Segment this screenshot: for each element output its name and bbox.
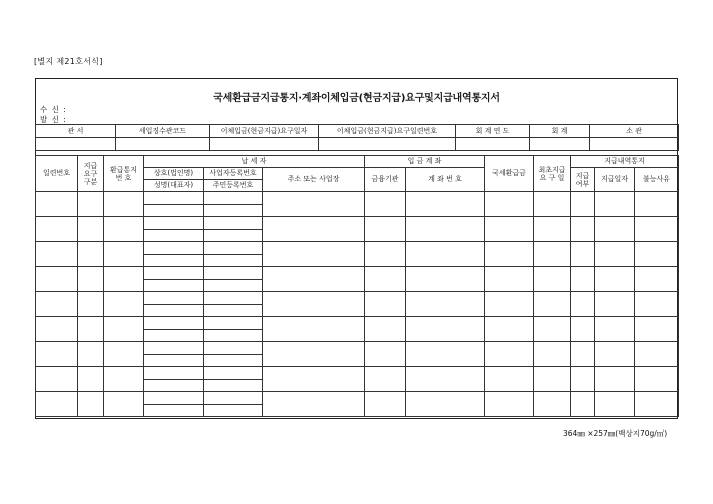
account-header: 회 계 [530, 125, 590, 138]
serial-cell[interactable] [36, 317, 78, 342]
payment-details-header: 지급내역통지 [571, 156, 679, 168]
pay-request-type-cell[interactable] [78, 367, 104, 392]
trade-name-cell[interactable] [144, 392, 204, 405]
account-cell[interactable] [530, 138, 590, 151]
name-rep-cell[interactable] [144, 255, 204, 267]
jurisdiction-header: 소 관 [590, 125, 679, 138]
bank-cell[interactable] [365, 342, 406, 367]
name-rep-cell[interactable] [144, 230, 204, 242]
business-reg-no-cell[interactable] [204, 367, 263, 380]
bank-cell[interactable] [365, 242, 406, 267]
address-cell[interactable] [263, 392, 365, 417]
pay-date-cell[interactable] [595, 242, 635, 267]
resident-reg-no-cell[interactable] [204, 230, 263, 242]
paid-yn-cell[interactable] [571, 367, 595, 392]
table-row [36, 242, 679, 255]
header-labels-row [36, 125, 679, 138]
business-reg-no-cell[interactable] [204, 242, 263, 255]
table-row [36, 342, 679, 355]
refund-amount-cell[interactable] [485, 392, 534, 417]
collector-code-header: 세입징수관코드 [116, 125, 210, 138]
refund-amount-cell[interactable] [485, 267, 534, 292]
pay-date-cell[interactable] [595, 192, 635, 217]
account-no-cell[interactable] [406, 317, 485, 342]
taxpayer-header: 납 세 자 [144, 156, 365, 168]
resident-reg-no-cell[interactable] [204, 255, 263, 267]
pay-request-type-cell[interactable] [78, 392, 104, 417]
paid-yn-header: 지급 여부 [571, 168, 595, 192]
refund-amount-cell[interactable] [485, 242, 534, 267]
paid-yn-cell[interactable] [571, 317, 595, 342]
bank-cell[interactable] [365, 192, 406, 217]
paid-yn-cell[interactable] [571, 192, 595, 217]
first-pay-request-date-cell[interactable] [534, 217, 571, 242]
pay-date-header: 지급일자 [595, 168, 635, 192]
resident-reg-no-cell[interactable] [204, 355, 263, 367]
pay-request-type-cell[interactable] [78, 292, 104, 317]
pay-request-type-cell[interactable] [78, 342, 104, 367]
refund-notice-no-cell[interactable] [104, 292, 144, 317]
refund-notice-no-cell[interactable] [104, 317, 144, 342]
trade-name-cell[interactable] [144, 317, 204, 330]
account-no-cell[interactable] [406, 217, 485, 242]
pay-request-type-header: 지급 요구 구분 [78, 156, 104, 192]
trade-name-header: 상호(법인명) [144, 168, 204, 180]
first-pay-request-date-cell[interactable] [534, 367, 571, 392]
nonpay-reason-cell[interactable] [635, 342, 679, 367]
refund-notice-no-cell[interactable] [104, 367, 144, 392]
refund-notice-no-cell[interactable] [104, 342, 144, 367]
first-pay-request-date-cell[interactable] [534, 342, 571, 367]
serial-cell[interactable] [36, 367, 78, 392]
resident-reg-no-cell[interactable] [204, 280, 263, 292]
trade-name-cell[interactable] [144, 342, 204, 355]
detail-header-row-1 [36, 156, 679, 168]
business-reg-no-cell[interactable] [204, 342, 263, 355]
serial-cell[interactable] [36, 267, 78, 292]
paid-yn-cell[interactable] [571, 342, 595, 367]
jurisdiction-cell[interactable] [590, 138, 679, 151]
business-reg-no-cell[interactable] [204, 267, 263, 280]
fiscal-year-header: 회 계 연 도 [456, 125, 530, 138]
bank-cell[interactable] [365, 217, 406, 242]
office-cell[interactable] [36, 138, 116, 151]
nonpay-reason-cell[interactable] [635, 242, 679, 267]
account-no-cell[interactable] [406, 367, 485, 392]
deposit-account-header: 입 금 계 좌 [365, 156, 485, 168]
nonpay-reason-header: 불능사유 [635, 168, 679, 192]
bank-cell[interactable] [365, 317, 406, 342]
table-row [36, 217, 679, 230]
first-pay-request-date-cell[interactable] [534, 192, 571, 217]
office-header: 관 서 [36, 125, 116, 138]
trade-name-cell[interactable] [144, 242, 204, 255]
table-row [36, 292, 679, 305]
refund-notice-no-cell[interactable] [104, 242, 144, 267]
pay-date-cell[interactable] [595, 217, 635, 242]
table-row [36, 267, 679, 280]
address-cell[interactable] [263, 317, 365, 342]
address-cell[interactable] [263, 342, 365, 367]
table-row [36, 317, 679, 330]
nonpay-reason-cell[interactable] [635, 192, 679, 217]
trade-name-cell[interactable] [144, 367, 204, 380]
address-cell[interactable] [263, 242, 365, 267]
form-title: 국세환급금지급통지·계좌이체입금(현금지급)요구및지급내역통지서 [213, 93, 500, 104]
first-pay-request-date-cell[interactable] [534, 392, 571, 417]
refund-notice-no-cell[interactable] [104, 217, 144, 242]
resident-reg-no-cell[interactable] [204, 205, 263, 217]
business-reg-no-header: 사업자등록번호 [204, 168, 263, 180]
first-pay-request-date-cell[interactable] [534, 267, 571, 292]
account-no-cell[interactable] [406, 267, 485, 292]
resident-reg-no-cell[interactable] [204, 405, 263, 417]
pay-request-type-cell[interactable] [78, 217, 104, 242]
sender-label: 발 신 : [40, 115, 67, 124]
refund-notice-no-cell[interactable] [104, 267, 144, 292]
address-cell[interactable] [263, 292, 365, 317]
serial-cell[interactable] [36, 242, 78, 267]
resident-reg-no-cell[interactable] [204, 330, 263, 342]
account-no-cell[interactable] [406, 192, 485, 217]
refund-amount-cell[interactable] [485, 342, 534, 367]
trade-name-cell[interactable] [144, 217, 204, 230]
paid-yn-cell[interactable] [571, 392, 595, 417]
pay-date-cell[interactable] [595, 367, 635, 392]
resident-reg-no-cell[interactable] [204, 305, 263, 317]
nonpay-reason-cell[interactable] [635, 217, 679, 242]
paid-yn-cell[interactable] [571, 292, 595, 317]
pay-date-cell[interactable] [595, 292, 635, 317]
nonpay-reason-cell[interactable] [635, 367, 679, 392]
nonpay-reason-cell[interactable] [635, 317, 679, 342]
pay-request-type-cell[interactable] [78, 192, 104, 217]
account-no-header: 계 좌 번 호 [406, 168, 485, 192]
refund-amount-cell[interactable] [485, 192, 534, 217]
pay-date-cell[interactable] [595, 342, 635, 367]
nonpay-reason-cell[interactable] [635, 392, 679, 417]
bank-cell[interactable] [365, 267, 406, 292]
business-reg-no-cell[interactable] [204, 317, 263, 330]
address-cell[interactable] [263, 217, 365, 242]
account-no-cell[interactable] [406, 342, 485, 367]
trade-name-cell[interactable] [144, 267, 204, 280]
pay-request-type-cell[interactable] [78, 317, 104, 342]
name-rep-cell[interactable] [144, 380, 204, 392]
resident-reg-no-cell[interactable] [204, 380, 263, 392]
address-header: 주소 또는 사업장 [263, 168, 365, 192]
paper-spec: 364㎜ ×257㎜(백상지70g/㎡) [563, 429, 668, 438]
bank-cell[interactable] [365, 392, 406, 417]
pay-date-cell[interactable] [595, 392, 635, 417]
bank-cell[interactable] [365, 367, 406, 392]
account-no-cell[interactable] [406, 242, 485, 267]
serial-cell[interactable] [36, 292, 78, 317]
name-rep-cell[interactable] [144, 405, 204, 417]
request-date-header: 이체입금(현금지급)요구일자 [210, 125, 319, 138]
bank-cell[interactable] [365, 292, 406, 317]
nonpay-reason-cell[interactable] [635, 267, 679, 292]
table-row [36, 367, 679, 380]
table-row [36, 392, 679, 405]
refund-amount-header: 국세환급금 [485, 156, 534, 192]
bank-header: 금융기관 [365, 168, 406, 192]
refund-amount-cell[interactable] [485, 292, 534, 317]
collector-code-cell[interactable] [116, 138, 210, 151]
name-rep-cell[interactable] [144, 355, 204, 367]
detail-table [35, 155, 679, 417]
name-rep-cell[interactable] [144, 280, 204, 292]
request-serial-cell[interactable] [319, 138, 456, 151]
serial-cell[interactable] [36, 392, 78, 417]
account-no-cell[interactable] [406, 292, 485, 317]
recipient-label: 수 신 : [40, 105, 67, 114]
resident-reg-no-header: 주민등록번호 [204, 180, 263, 192]
first-pay-request-date-header: 최초지급 요 구 일 [534, 156, 571, 192]
paid-yn-cell[interactable] [571, 267, 595, 292]
refund-amount-cell[interactable] [485, 367, 534, 392]
serial-cell[interactable] [36, 217, 78, 242]
pay-request-type-cell[interactable] [78, 267, 104, 292]
form-number: [별지 제21호서식] [34, 57, 103, 66]
request-serial-header: 이체입금(현금지급)요구일련번호 [319, 125, 456, 138]
header-values-row [36, 138, 679, 151]
serial-header: 일련번호 [36, 156, 78, 192]
first-pay-request-date-cell[interactable] [534, 317, 571, 342]
refund-notice-no-header: 환급통지 번 호 [104, 156, 144, 192]
fiscal-year-cell[interactable] [456, 138, 530, 151]
table-row [36, 192, 679, 205]
pay-date-cell[interactable] [595, 267, 635, 292]
request-date-cell[interactable] [210, 138, 319, 151]
first-pay-request-date-cell[interactable] [534, 242, 571, 267]
name-rep-cell[interactable] [144, 205, 204, 217]
refund-amount-cell[interactable] [485, 217, 534, 242]
business-reg-no-cell[interactable] [204, 292, 263, 305]
trade-name-cell[interactable] [144, 192, 204, 205]
paid-yn-cell[interactable] [571, 242, 595, 267]
name-rep-cell[interactable] [144, 330, 204, 342]
serial-cell[interactable] [36, 192, 78, 217]
nonpay-reason-cell[interactable] [635, 292, 679, 317]
account-no-cell[interactable] [406, 392, 485, 417]
pay-request-type-cell[interactable] [78, 242, 104, 267]
pay-date-cell[interactable] [595, 317, 635, 342]
name-rep-cell[interactable] [144, 305, 204, 317]
business-reg-no-cell[interactable] [204, 217, 263, 230]
header-info-table [35, 124, 679, 151]
refund-notice-no-cell[interactable] [104, 192, 144, 217]
notice-form [35, 78, 678, 419]
serial-cell[interactable] [36, 342, 78, 367]
address-cell[interactable] [263, 192, 365, 217]
refund-amount-cell[interactable] [485, 317, 534, 342]
first-pay-request-date-cell[interactable] [534, 292, 571, 317]
address-cell[interactable] [263, 267, 365, 292]
trade-name-cell[interactable] [144, 292, 204, 305]
name-rep-header: 성명(대표자) [144, 180, 204, 192]
business-reg-no-cell[interactable] [204, 392, 263, 405]
refund-notice-no-cell[interactable] [104, 392, 144, 417]
business-reg-no-cell[interactable] [204, 192, 263, 205]
address-cell[interactable] [263, 367, 365, 392]
paid-yn-cell[interactable] [571, 217, 595, 242]
